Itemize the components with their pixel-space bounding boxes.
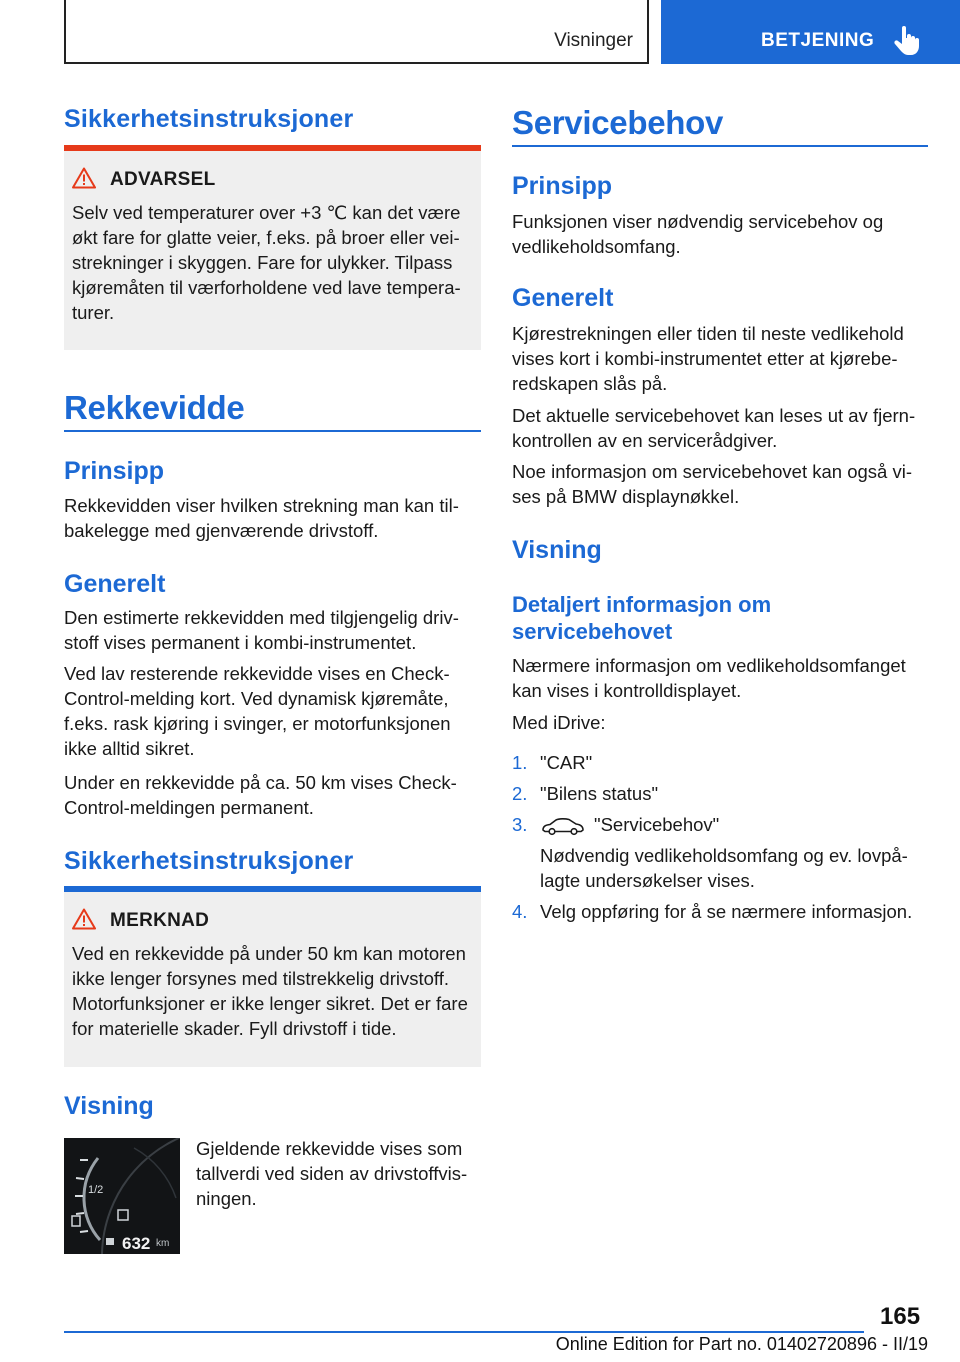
header-section-tab: [64, 0, 649, 64]
warning-title: ADVARSEL: [110, 169, 216, 190]
servicebehov-heading: Servicebehov: [512, 104, 724, 141]
generelt-paragraph: Noe informasjon om servicebehovet kan også vises på BMW displaynøkkel.: [512, 461, 913, 507]
header-section-title: Visninger: [554, 30, 633, 51]
step-subtext: Nødvendig vedlikeholdsomfang og ev. lovpålagte undersøkelser vises.: [540, 845, 908, 891]
step-item: [512, 899, 928, 924]
prinsipp-heading: Prinsipp: [512, 172, 613, 200]
visning-text: Gjeldende rekkevidde vises som tallverdi ved siden av drivstoffvisningen.: [196, 1138, 468, 1209]
step-text: Velg oppføring for å se nærmere informasjon.: [540, 901, 913, 922]
generelt-paragraph: Den estimerte rekkevidden med tilgjengelig drivstoff vises permanent i kombi-instrumentet.: [64, 607, 459, 653]
prinsipp-text: Rekkevidden viser hvilken strekning man kan tilbakelegge med gjenværende drivstoff.: [64, 495, 459, 541]
warning-bar: [64, 145, 481, 151]
idrive-label: Med iDrive:: [512, 712, 606, 733]
gauge-half-mark: 1/2: [88, 1184, 104, 1196]
step-number: 3.: [512, 814, 528, 835]
warning-box: [64, 145, 481, 350]
hand-pointer-icon: [894, 26, 920, 56]
prinsipp-text: Funksjonen viser nødvendig servicebehov og vedlikeholdsomfang.: [512, 211, 884, 257]
step-item: [512, 812, 928, 893]
step-number: 4.: [512, 901, 528, 922]
gauge-range-unit: km: [156, 1238, 170, 1249]
idrive-steps: [512, 750, 928, 924]
note-text: Ved en rekkevidde på under 50 km kan motoren ikke lenger forsynes med tilstrekkelig drivstoff. Motorfunksjoner er ikke lenger sikret. Det er fare for materielle skader. Fyll drivstoff i tide.: [72, 943, 468, 1039]
range-gauge-image: [64, 1138, 180, 1254]
note-title: MERKNAD: [110, 910, 210, 931]
step-text: "Bilens status": [540, 783, 659, 804]
warning-text: Selv ved temperaturer over +3 ℃ kan det være økt fare for glatte veier, f.eks. på broer eller veistrekninger i skyggen. Fare for ulykker. Tilpass kjøremåten til værforholdene ved lave temperaturer.: [72, 202, 461, 323]
car-icon: [540, 816, 586, 836]
prinsipp-heading: Prinsipp: [64, 457, 165, 485]
detalj-heading: Detaljert informasjon om servicebehovet: [512, 592, 772, 644]
heading-rule: [512, 145, 928, 147]
safety-heading: Sikkerhetsinstruksjoner: [64, 105, 354, 133]
header-chapter-tab: [661, 0, 960, 64]
header-chapter-title: BETJENING: [761, 30, 875, 51]
step-item: [512, 781, 928, 806]
step-item: [512, 750, 928, 775]
step-text: "Servicebehov": [594, 814, 720, 835]
generelt-paragraph: Under en rekkevidde på ca. 50 km vises Check-Control-meldingen permanent.: [64, 772, 457, 818]
step-text: "CAR": [540, 752, 593, 773]
generelt-paragraph: Kjørestrekningen eller tiden til neste vedlikehold vises kort i kombi-instrumentet etter at kjøreberedskapen slås på.: [512, 323, 904, 394]
footer-rule: [64, 1331, 864, 1333]
note-box: [64, 886, 481, 1067]
rekkevidde-heading: Rekkevidde: [64, 389, 245, 426]
generelt-heading: Generelt: [64, 570, 166, 598]
generelt-heading: Generelt: [512, 284, 614, 312]
step-number: 1.: [512, 752, 528, 773]
gauge-range-value: 632: [122, 1234, 151, 1253]
warning-triangle-icon: [72, 167, 96, 189]
generelt-paragraph: Det aktuelle servicebehovet kan leses ut av fjernkontrollen av en servicerådgiver.: [512, 405, 916, 451]
footer-edition: Online Edition for Part no. 01402720896 - II/19: [555, 1334, 928, 1354]
warning-triangle-icon: [72, 908, 96, 930]
note-bar: [64, 886, 481, 892]
page-number: 165: [880, 1303, 921, 1330]
detalj-text: Nærmere informasjon om vedlikeholdsomfanget kan vises i kontrolldisplayet.: [512, 655, 906, 701]
visning-heading: Visning: [512, 536, 602, 564]
step-number: 2.: [512, 783, 528, 804]
heading-rule: [64, 430, 481, 432]
visning-heading: Visning: [64, 1092, 154, 1120]
safety-heading: Sikkerhetsinstruksjoner: [64, 847, 354, 875]
generelt-paragraph: Ved lav resterende rekkevidde vises en Check-Control-melding kort. Ved dynamisk kjøremåte, f.eks. rask kjøring i svinger, er motorfunksjonen ikke alltid sikret.: [64, 663, 451, 759]
